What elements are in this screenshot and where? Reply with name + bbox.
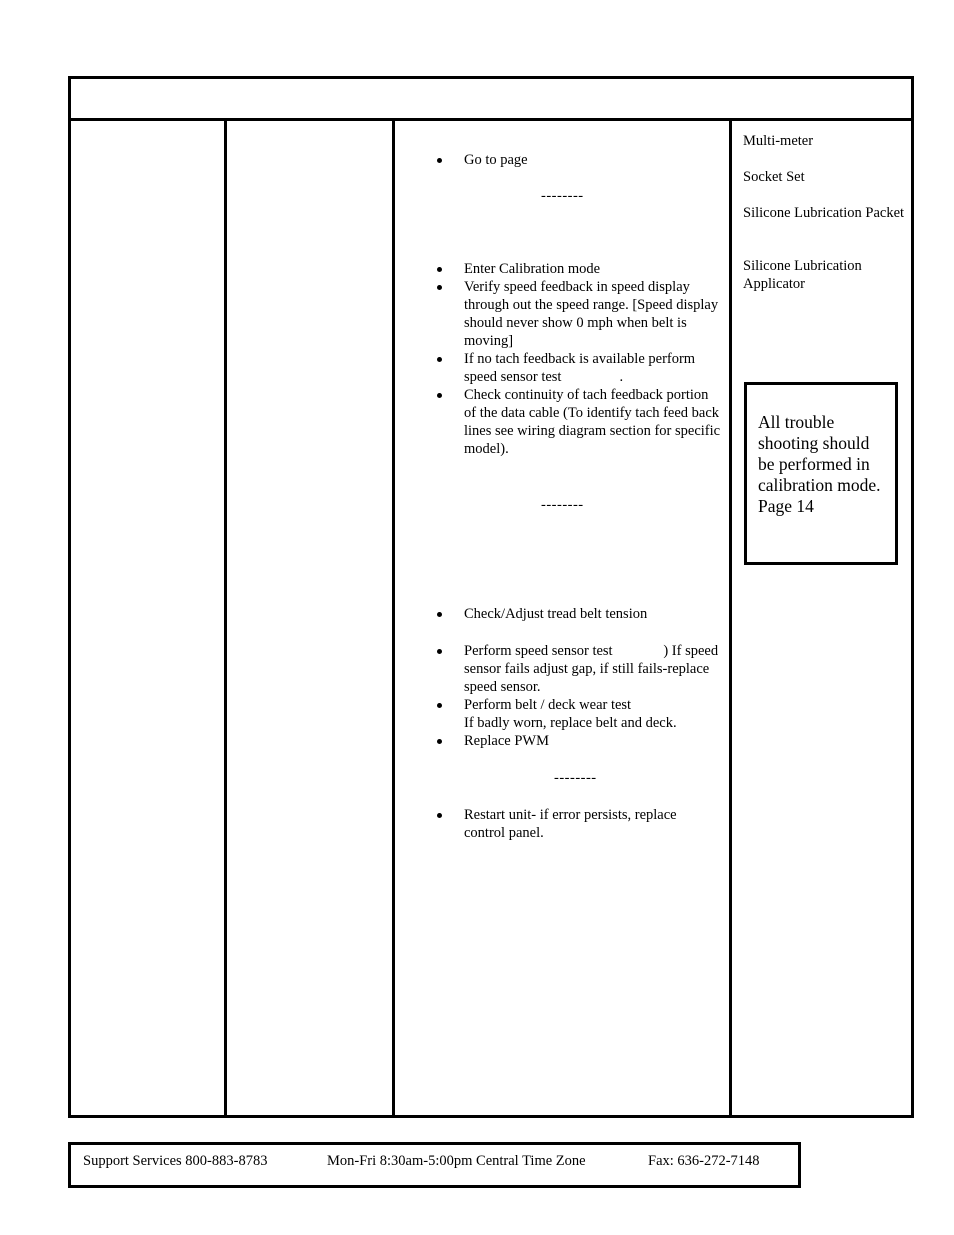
list-item (395, 732, 729, 750)
goto-text: Go to page (464, 152, 528, 168)
support-phone: Support Services 800-883-8783 (83, 1153, 268, 1169)
column-divider (224, 121, 227, 1115)
bullet-icon (437, 649, 442, 654)
goto-list (395, 151, 729, 169)
tools-column (732, 124, 911, 1115)
list-item (395, 605, 729, 623)
note-text: All trouble shooting should be performed in calibration mode. Page 14 (758, 412, 881, 516)
bullet-icon (437, 267, 442, 272)
bullet-icon (437, 813, 442, 818)
step-text: Perform belt / deck wear test If badly worn, replace belt and deck. (464, 697, 677, 731)
tool-item: Silicone Lubrication Packet (743, 205, 905, 221)
list-item (395, 151, 729, 169)
bullet-icon (437, 739, 442, 744)
list-item (395, 260, 729, 278)
step-text: Enter Calibration mode (464, 261, 601, 277)
separator-dashes: -------- (541, 497, 584, 513)
list-item (395, 386, 729, 458)
calibration-note-box (744, 382, 898, 565)
bullet-icon (437, 158, 442, 163)
bullet-icon (437, 703, 442, 708)
bullet-icon (437, 285, 442, 290)
bullet-icon (437, 612, 442, 617)
belt-steps-list (395, 605, 729, 750)
separator-dashes: -------- (541, 188, 584, 204)
tool-item: Silicone Lubrication Applicator (743, 258, 862, 292)
list-item (395, 806, 729, 842)
list-item (395, 642, 729, 696)
separator-dashes: -------- (554, 770, 597, 786)
step-text: If no tach feedback is available perform speed sensor test . (464, 351, 699, 385)
step-text: Replace PWM (464, 733, 549, 749)
bullet-icon (437, 393, 442, 398)
step-text: Check/Adjust tread belt tension (464, 606, 648, 622)
list-item (395, 278, 729, 350)
tool-item: Socket Set (743, 169, 805, 185)
list-item (395, 696, 729, 732)
list-item (395, 350, 729, 386)
step-text: Perform speed sensor test ) If speed sensor fails adjust gap, if still fails-replace speed sensor. (464, 643, 722, 695)
support-footer (68, 1142, 801, 1188)
step-text: Verify speed feedback in speed display through out the speed range. [Speed display should never show 0 mph when belt is moving] (464, 279, 719, 349)
bullet-icon (437, 357, 442, 362)
calibration-steps-list (395, 260, 729, 458)
tool-item: Multi-meter (743, 133, 814, 149)
troubleshooting-table (68, 76, 914, 1118)
step-text: Check continuity of tach feedback portion of the data cable (To identify tach feed back lines see wiring diagram section for specific model). (464, 387, 721, 457)
step-text: Restart unit- if error persists, replace control panel. (464, 807, 677, 841)
support-hours: Mon-Fri 8:30am-5:00pm Central Time Zone (327, 1153, 586, 1169)
steps-column (395, 124, 729, 1115)
restart-list (395, 806, 729, 842)
table-header-row (71, 79, 911, 121)
fax-number: Fax: 636-272-7148 (648, 1153, 760, 1169)
